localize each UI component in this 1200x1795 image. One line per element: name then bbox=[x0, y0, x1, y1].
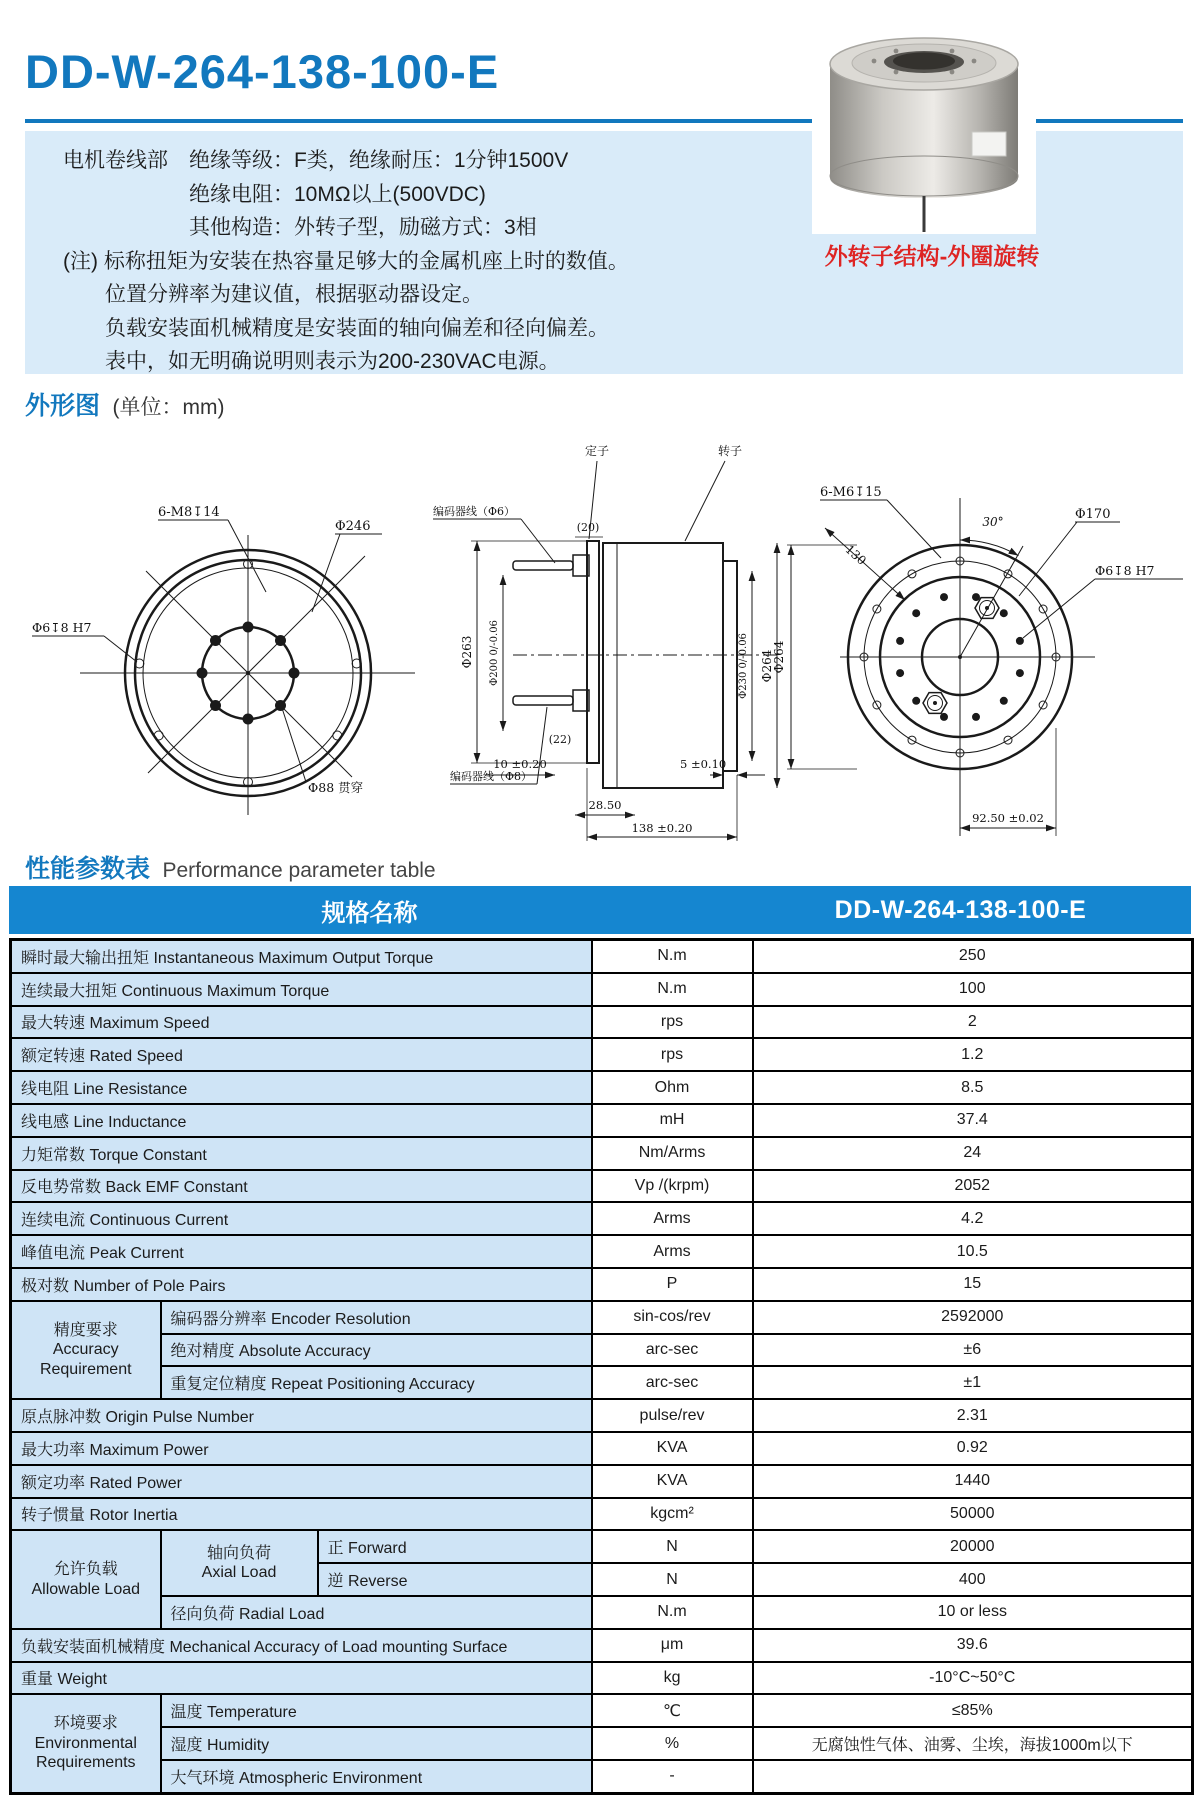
note-line: 表中，如无明确说明则表示为200-230VAC电源。 bbox=[63, 350, 560, 373]
table-row bbox=[11, 940, 1193, 973]
unit-cell: arc-sec bbox=[592, 1334, 753, 1367]
param-label: 原点脉冲数 Origin Pulse Number bbox=[11, 1399, 592, 1432]
table-row bbox=[11, 1170, 1193, 1203]
param-label: 逆 Reverse bbox=[318, 1563, 592, 1596]
unit-cell: Arms bbox=[592, 1235, 753, 1268]
unit-cell: - bbox=[592, 1760, 753, 1793]
group-label-zh: 轴向负荷 bbox=[206, 1544, 271, 1562]
value-cell: ±6 bbox=[753, 1334, 1193, 1367]
param-label: 最大转速 Maximum Speed bbox=[11, 1006, 592, 1039]
dim-label: 6-M6↧15 bbox=[820, 485, 882, 500]
value-cell: 2.31 bbox=[753, 1399, 1193, 1432]
value-cell: 250 bbox=[753, 940, 1193, 973]
table-row bbox=[11, 1760, 1193, 1793]
unit-cell: N.m bbox=[592, 940, 753, 973]
value-cell: 24 bbox=[753, 1137, 1193, 1170]
value-cell: 1.2 bbox=[753, 1038, 1193, 1071]
value-cell: 15 bbox=[753, 1268, 1193, 1301]
value-cell: 37.4 bbox=[753, 1104, 1193, 1137]
unit-cell: kgcm² bbox=[592, 1498, 753, 1531]
value-cell: ±1 bbox=[753, 1366, 1193, 1399]
param-label: 额定转速 Rated Speed bbox=[11, 1038, 592, 1071]
perf-title-zh: 性能参数表 bbox=[25, 855, 151, 883]
group-label-zh: 环境要求 bbox=[53, 1715, 118, 1733]
dim-label: Φ264 bbox=[772, 640, 786, 674]
table-header bbox=[9, 886, 1191, 934]
param-label: 线电阻 Line Resistance bbox=[11, 1071, 592, 1104]
dim-label: (20) bbox=[576, 521, 600, 534]
unit-cell: μm bbox=[592, 1629, 753, 1662]
group-axial-load bbox=[161, 1530, 318, 1596]
param-label: 负载安装面机械精度 Mechanical Accuracy of Load mounting Surface bbox=[11, 1629, 592, 1662]
drawing-front-view bbox=[30, 420, 420, 840]
param-label: 反电势常数 Back EMF Constant bbox=[11, 1170, 592, 1203]
unit-cell: Ohm bbox=[592, 1071, 753, 1104]
dim-label: Φ264 bbox=[760, 649, 774, 683]
unit-cell: N bbox=[592, 1530, 753, 1563]
param-label: 最大功率 Maximum Power bbox=[11, 1432, 592, 1465]
table-row bbox=[11, 1498, 1193, 1531]
value-cell bbox=[753, 1760, 1193, 1793]
param-label: 连续电流 Continuous Current bbox=[11, 1202, 592, 1235]
performance-section-title bbox=[25, 849, 436, 885]
value-cell: ≤85% bbox=[753, 1694, 1193, 1727]
note-line: 其他构造：外转子型，励磁方式：3相 bbox=[63, 216, 537, 239]
group-label-en: Accuracy Requirement bbox=[39, 1341, 132, 1378]
photo-caption: 外转子结构-外圈旋转 bbox=[824, 243, 1040, 269]
table-row bbox=[11, 973, 1193, 1006]
note-line: 负载安装面机械精度是安装面的轴向偏差和径向偏差。 bbox=[63, 316, 609, 340]
unit-cell: rps bbox=[592, 1038, 753, 1071]
table-row bbox=[11, 1629, 1193, 1662]
dim-label: Φ88 贯穿 bbox=[308, 780, 364, 795]
value-cell: 2 bbox=[753, 1006, 1193, 1039]
dim-label: 138 ±0.20 bbox=[631, 821, 693, 835]
value-cell: 50000 bbox=[753, 1498, 1193, 1531]
unit-cell: Nm/Arms bbox=[592, 1137, 753, 1170]
param-label: 转子惯量 Rotor Inertia bbox=[11, 1498, 592, 1531]
unit-cell: N bbox=[592, 1563, 753, 1596]
group-allowable-load bbox=[11, 1530, 161, 1628]
table-row bbox=[11, 1104, 1193, 1137]
note-line: 绝缘电阻：10MΩ以上(500VDC) bbox=[63, 182, 486, 206]
dim-label: (22) bbox=[548, 733, 572, 746]
param-label: 重复定位精度 Repeat Positioning Accuracy bbox=[161, 1366, 592, 1399]
table-row bbox=[11, 1399, 1193, 1432]
unit-cell: KVA bbox=[592, 1465, 753, 1498]
value-cell: 100 bbox=[753, 973, 1193, 1006]
drawing-side-section bbox=[425, 423, 795, 850]
table-row bbox=[11, 1137, 1193, 1170]
outline-title-zh: 外形图 bbox=[25, 392, 101, 420]
unit-cell: Arms bbox=[592, 1202, 753, 1235]
table-row bbox=[11, 1268, 1193, 1301]
unit-cell: sin-cos/rev bbox=[592, 1301, 753, 1334]
table-row bbox=[11, 1727, 1193, 1760]
param-label: 温度 Temperature bbox=[161, 1694, 592, 1727]
unit-cell: rps bbox=[592, 1006, 753, 1039]
table-row bbox=[11, 1530, 1193, 1563]
param-label: 重量 Weight bbox=[11, 1662, 592, 1695]
note-line: (注) 标称扭矩为安装在热容量足够大的金属机座上时的数值。 bbox=[63, 249, 629, 273]
table-header-model: DD-W-264-138-100-E bbox=[834, 895, 1087, 924]
value-cell: 400 bbox=[753, 1563, 1193, 1596]
outline-title-unit: (单位：mm) bbox=[112, 396, 225, 419]
motor-photo-illustration bbox=[812, 6, 1036, 234]
param-label: 编码器分辨率 Encoder Resolution bbox=[161, 1301, 592, 1334]
unit-cell: % bbox=[592, 1727, 753, 1760]
table-row bbox=[11, 1202, 1193, 1235]
table-row bbox=[11, 1334, 1193, 1367]
part-label: 定子 bbox=[584, 444, 610, 458]
dim-label: Φ263 bbox=[460, 635, 474, 669]
value-cell: 10.5 bbox=[753, 1235, 1193, 1268]
param-label: 力矩常数 Torque Constant bbox=[11, 1137, 592, 1170]
unit-cell: ℃ bbox=[592, 1694, 753, 1727]
group-label-en: Axial Load bbox=[201, 1564, 277, 1582]
value-cell: 4.2 bbox=[753, 1202, 1193, 1235]
group-label-en: Environmental Requirements bbox=[34, 1734, 137, 1772]
value-cell: 0.92 bbox=[753, 1432, 1193, 1465]
dim-label: 10 ±0.20 bbox=[493, 757, 547, 771]
param-label: 正 Forward bbox=[318, 1530, 592, 1563]
value-cell: -10°C~50°C bbox=[753, 1662, 1193, 1695]
param-label: 连续最大扭矩 Continuous Maximum Torque bbox=[11, 973, 592, 1006]
unit-cell: kg bbox=[592, 1662, 753, 1695]
value-cell: 2592000 bbox=[753, 1301, 1193, 1334]
unit-cell: N.m bbox=[592, 1596, 753, 1629]
unit-cell: KVA bbox=[592, 1432, 753, 1465]
group-environment bbox=[11, 1694, 161, 1793]
product-photo bbox=[812, 6, 1036, 234]
dim-label: Φ6↧8 H7 bbox=[32, 620, 92, 635]
table-row bbox=[11, 1432, 1193, 1465]
table-row bbox=[11, 1465, 1193, 1498]
value-cell: 2052 bbox=[753, 1170, 1193, 1203]
part-label: 转子 bbox=[717, 444, 743, 458]
perf-title-en: Performance parameter table bbox=[162, 859, 436, 882]
table-row bbox=[11, 1071, 1193, 1104]
dim-label: 6-M8↧14 bbox=[158, 505, 220, 520]
param-label: 绝对精度 Absolute Accuracy bbox=[161, 1334, 592, 1367]
group-accuracy bbox=[11, 1301, 161, 1399]
table-row bbox=[11, 1662, 1193, 1695]
value-cell: 无腐蚀性气体、油雾、尘埃，海拔1000m以下 bbox=[753, 1727, 1193, 1760]
group-label-en: Allowable Load bbox=[31, 1580, 141, 1598]
dim-label: 92.50 ±0.02 bbox=[972, 811, 1044, 825]
table-row bbox=[11, 1038, 1193, 1071]
drawing-rear-view bbox=[765, 428, 1195, 848]
unit-cell: P bbox=[592, 1268, 753, 1301]
dim-label: Φ230 0/-0.06 bbox=[738, 633, 749, 699]
dim-label: Φ200 0/-0.06 bbox=[489, 620, 500, 686]
group-label-zh: 精度要求 bbox=[53, 1321, 118, 1339]
value-cell: 39.6 bbox=[753, 1629, 1193, 1662]
unit-cell: mH bbox=[592, 1104, 753, 1137]
param-label: 瞬时最大输出扭矩 Instantaneous Maximum Output Torque bbox=[11, 940, 592, 973]
value-cell: 8.5 bbox=[753, 1071, 1193, 1104]
dim-label: Φ6↧8 H7 bbox=[1095, 563, 1155, 578]
note-line: 位置分辨率为建议值，根据驱动器设定。 bbox=[63, 283, 483, 306]
param-label: 线电感 Line Inductance bbox=[11, 1104, 592, 1137]
param-label: 大气环境 Atmospheric Environment bbox=[161, 1760, 592, 1793]
table-row bbox=[11, 1366, 1193, 1399]
dim-label: 130 bbox=[842, 542, 869, 568]
performance-table bbox=[9, 938, 1194, 1795]
cable-label: 编码器线（Φ8） bbox=[450, 770, 533, 783]
group-label-zh: 允许负载 bbox=[53, 1561, 118, 1579]
dim-label: Φ170 bbox=[1075, 507, 1111, 522]
cable-label: 编码器线（Φ6） bbox=[433, 505, 516, 518]
value-cell: 20000 bbox=[753, 1530, 1193, 1563]
table-row bbox=[11, 1596, 1193, 1629]
table-row bbox=[11, 1301, 1193, 1334]
dim-label: Φ246 bbox=[335, 519, 371, 534]
table-row bbox=[11, 1235, 1193, 1268]
value-cell: 10 or less bbox=[753, 1596, 1193, 1629]
note-line: 电机卷线部 绝缘等级：F类，绝缘耐压：1分钟1500V bbox=[63, 149, 569, 172]
unit-cell: pulse/rev bbox=[592, 1399, 753, 1432]
table-header-spec: 规格名称 bbox=[321, 899, 418, 927]
dim-label: 30° bbox=[982, 515, 1004, 529]
table-row bbox=[11, 1694, 1193, 1727]
unit-cell: arc-sec bbox=[592, 1366, 753, 1399]
value-cell: 1440 bbox=[753, 1465, 1193, 1498]
param-label: 湿度 Humidity bbox=[161, 1727, 592, 1760]
param-label: 极对数 Number of Pole Pairs bbox=[11, 1268, 592, 1301]
dim-label: 28.50 bbox=[588, 798, 622, 812]
param-label: 峰值电流 Peak Current bbox=[11, 1235, 592, 1268]
param-label: 径向负荷 Radial Load bbox=[161, 1596, 592, 1629]
outline-section-title bbox=[25, 386, 224, 422]
unit-cell: Vp /(krpm) bbox=[592, 1170, 753, 1203]
page-title: DD-W-264-138-100-E bbox=[25, 45, 500, 98]
table-row bbox=[11, 1006, 1193, 1039]
param-label: 额定功率 Rated Power bbox=[11, 1465, 592, 1498]
dim-label: 5 ±0.10 bbox=[680, 757, 727, 771]
unit-cell: N.m bbox=[592, 973, 753, 1006]
